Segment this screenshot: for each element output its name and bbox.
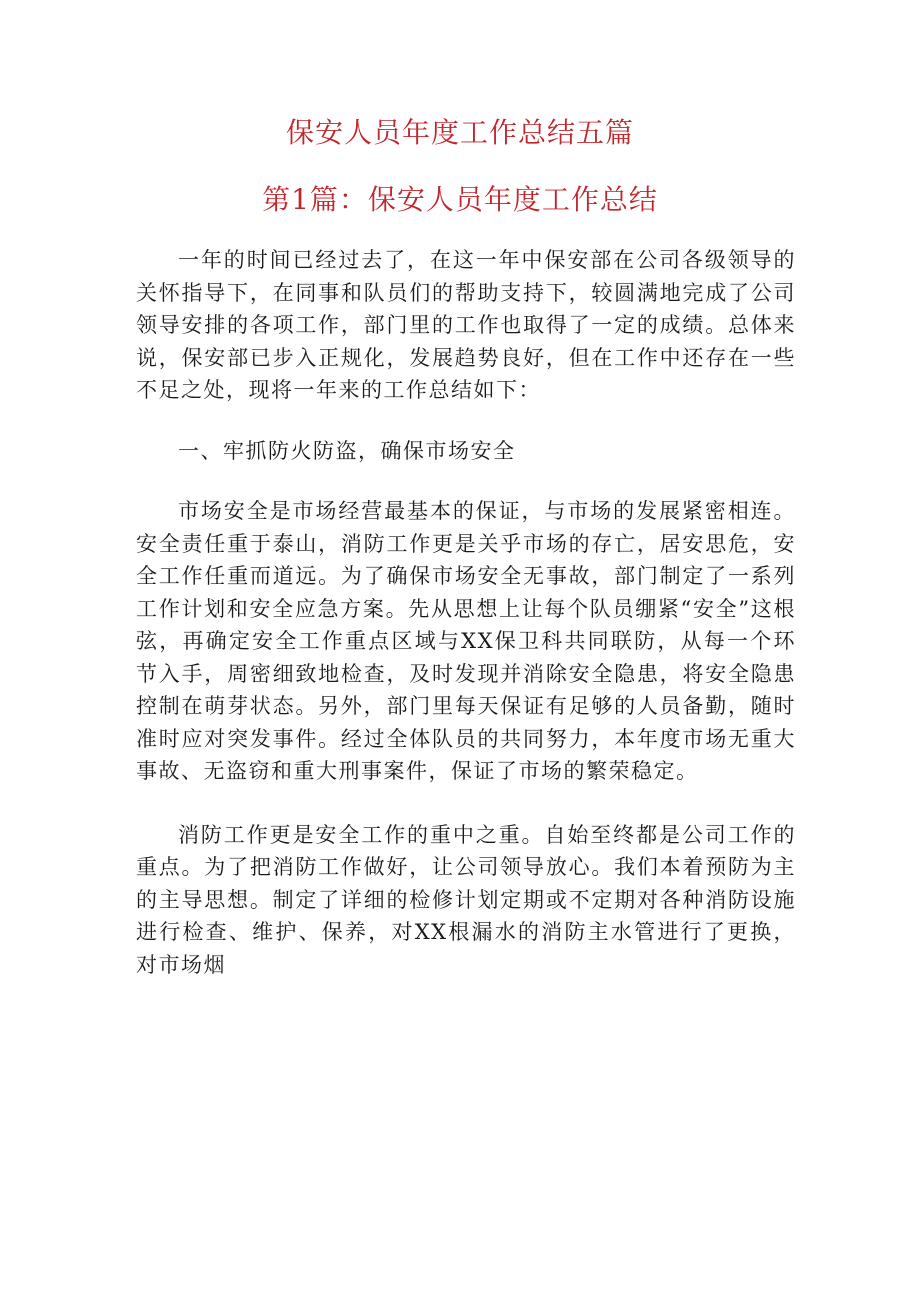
intro-paragraph: 一年的时间已经过去了，在这一年中保安部在公司各级领导的关怀指导下，在同事和队员们的帮助支持下，较圆满地完成了公司领导安排的各项工作，部门里的工作也取得了一定的成绩。总体来说，保安部已步入正规化，发展趋势良好，但在工作中还存在一些不足之处，现将一年来的工作总结如下： — [136, 248, 796, 402]
fire-safety-paragraph: 消防工作更是安全工作的重中之重。自始至终都是公司工作的重点。为了把消防工作做好，让公司领导放心。我们本着预防为主的主导思想。制定了详细的检修计划定期或不定期对各种消防设施进行检查、维护、保养，对XX根漏水的消防主水管进行了更换，对市场烟 — [136, 822, 796, 977]
section-heading: 一、牢抓防火防盗，确保市场安全 — [178, 438, 516, 463]
document-title: 保安人员年度工作总结五篇 — [285, 116, 634, 149]
section-title: 第1篇：保安人员年度工作总结 — [262, 183, 658, 216]
document-body — [136, 244, 796, 981]
market-safety-paragraph: 市场安全是市场经营最基本的保证，与市场的发展紧密相连。安全责任重于泰山，消防工作更是关乎市场的存亡，居安思危，安全工作任重而道远。为了确保市场安全无事故，部门制定了一系列工作计划和安全应急方案。先从思想上让每个队员绷紧“安全”这根弦，再确定安全工作重点区域与XX保卫科共同联防，从每一个环节入手，周密细致地检查，及时发现并消除安全隐患，将安全隐患控制在萌芽状态。另外，部门里每天保证有足够的人员备勤，随时准时应对突发事件。经过全体队员的共同努力，本年度市场无重大事故、无盗窃和重大刑事案件，保证了市场的繁荣稳定。 — [136, 499, 796, 783]
